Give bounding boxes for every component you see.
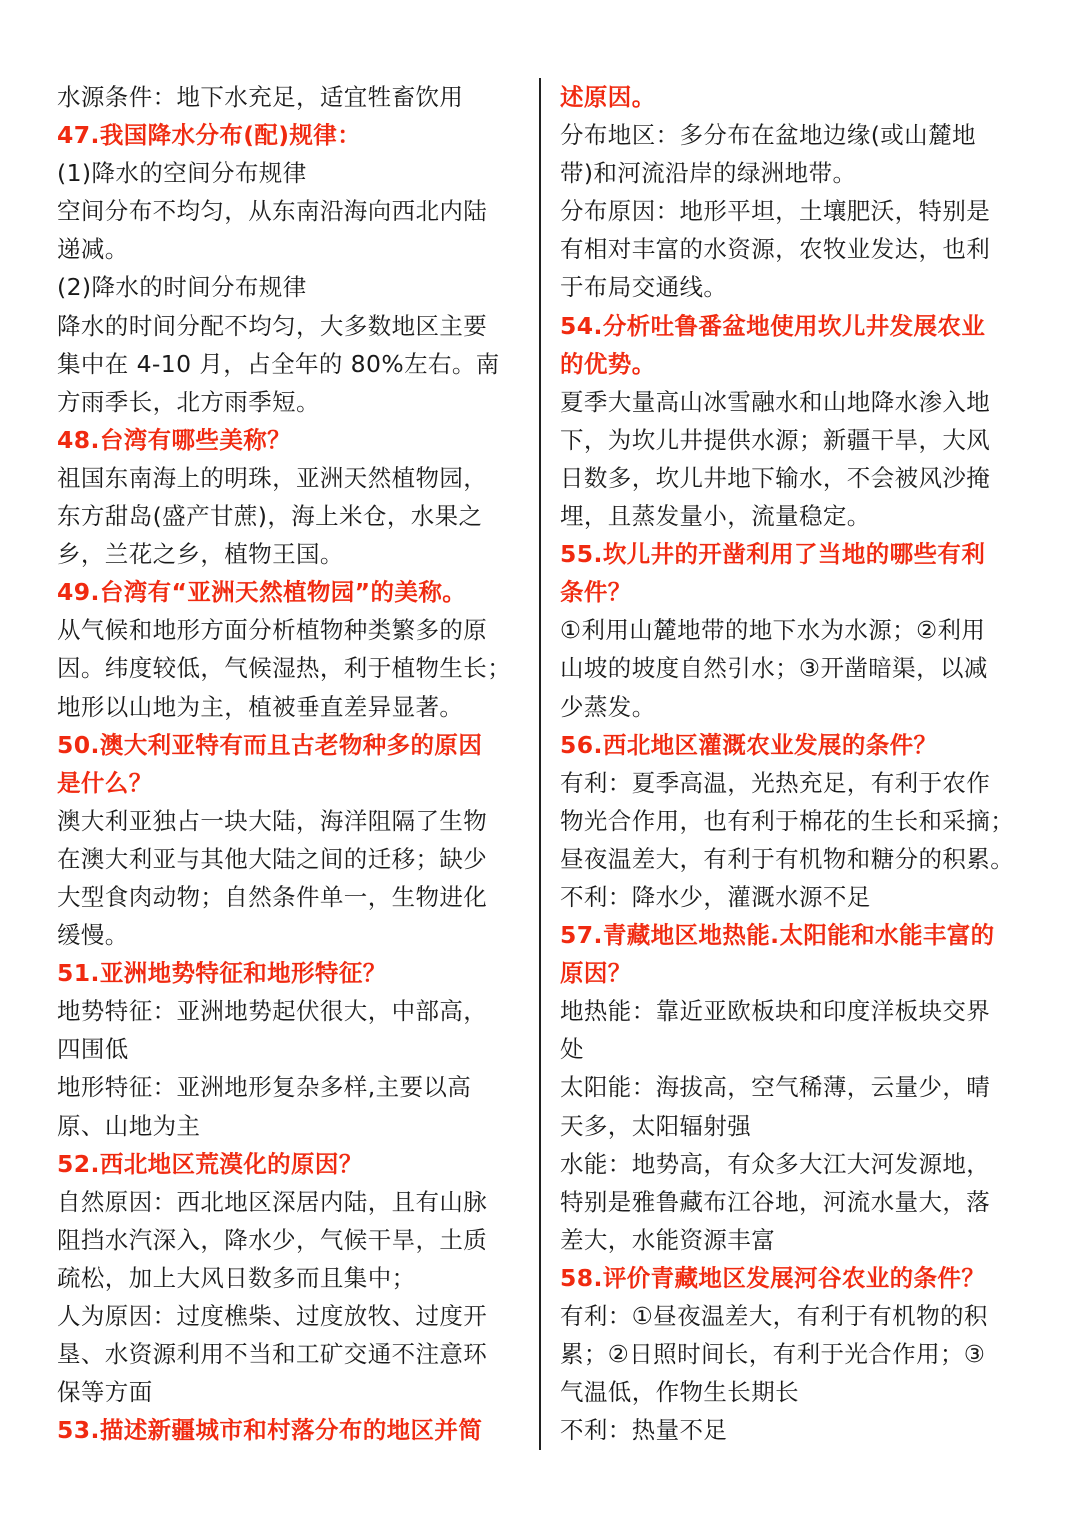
question-heading-line: 原因？ <box>560 959 632 988</box>
answer-text-line: 埋，且蒸发量小，流量稳定。 <box>560 502 871 531</box>
answer-text-line: 水源条件：地下水充足，适宜牲畜饮用 <box>57 83 464 111</box>
answer-text-line: 疏松，加上大风日数多而且集中； <box>57 1263 416 1292</box>
question-heading-line: 条件？ <box>560 578 632 607</box>
question-heading-line: 的优势。 <box>560 349 656 378</box>
question-heading-line: 47.我国降水分布(配)规律： <box>57 121 362 150</box>
answer-text-line: 乡，兰花之乡，植物王国。 <box>57 540 344 569</box>
answer-text-line: 特别是雅鲁藏布江谷地，河流水量大，落 <box>560 1187 991 1216</box>
question-heading-line: 58.评价青藏地区发展河谷农业的条件？ <box>560 1263 986 1292</box>
answer-text-line: 祖国东南海上的明珠，亚洲天然植物园， <box>57 463 488 492</box>
answer-text-line: 少蒸发。 <box>560 692 656 721</box>
question-heading-line: 55.坎儿井的开凿利用了当地的哪些有利 <box>560 540 986 569</box>
left-column <box>57 78 532 1449</box>
answer-text-line: 物光合作用，也有利于棉花的生长和采摘； <box>560 806 1015 835</box>
question-heading-line: 是什么？ <box>57 768 153 797</box>
answer-text-line: 不利：降水少，灌溉水源不足 <box>560 882 871 911</box>
question-heading-line: 57.青藏地区地热能.太阳能和水能丰富的 <box>560 921 995 950</box>
answer-text-line: 处 <box>560 1035 584 1064</box>
answer-text-line: 阻挡水汽深入，降水少，气候干旱，土质 <box>57 1225 488 1254</box>
answer-text-line: 缓慢。 <box>57 921 129 950</box>
answer-text-line: 分布地区：多分布在盆地边缘(或山麓地 <box>560 121 976 150</box>
answer-text-line: 太阳能：海拔高，空气稀薄，云量少，晴 <box>560 1073 991 1102</box>
answer-text-line: 有利：夏季高温，光热充足，有利于农作 <box>560 768 991 797</box>
answer-text-line: 天多，太阳辐射强 <box>560 1111 752 1140</box>
answer-text-line: 山坡的坡度自然引水；③开凿暗渠，以减 <box>560 654 988 683</box>
answer-text-line: 四围低 <box>57 1035 129 1064</box>
question-heading-line: 53.描述新疆城市和村落分布的地区并简 <box>57 1416 483 1445</box>
answer-text-line: 差大，水能资源丰富 <box>560 1225 776 1254</box>
answer-text-line: 降水的时间分配不均匀，大多数地区主要 <box>57 311 488 340</box>
answer-text-line: 地势特征：亚洲地势起伏很大，中部高， <box>57 997 488 1026</box>
answer-text-line: 原、山地为主 <box>57 1111 201 1140</box>
answer-text-line: 空间分布不均匀，从东南沿海向西北内陆 <box>57 197 488 226</box>
question-heading-line: 56.西北地区灌溉农业发展的条件？ <box>560 730 938 759</box>
answer-text-line: 带)和河流沿岸的绿洲地带。 <box>560 159 857 188</box>
answer-text-line: 地形特征：亚洲地形复杂多样,主要以高 <box>57 1073 472 1102</box>
answer-text-line: 在澳大利亚与其他大陆之间的迁移；缺少 <box>57 844 488 873</box>
answer-text-line: 自然原因：西北地区深居内陆，且有山脉 <box>57 1187 488 1216</box>
answer-text-line: 有利：①昼夜温差大，有利于有机物的积 <box>560 1302 988 1330</box>
answer-text-line: 人为原因：过度樵柴、过度放牧、过度开 <box>57 1302 488 1330</box>
answer-text-line: 澳大利亚独占一块大陆，海洋阻隔了生物 <box>57 806 488 835</box>
answer-text-line: (2)降水的时间分布规律 <box>57 273 307 302</box>
answer-text-line: 累；②日照时间长，有利于光合作用；③ <box>560 1340 986 1369</box>
right-column <box>560 78 1035 1449</box>
answer-text-line: 不利：热量不足 <box>560 1416 728 1445</box>
answer-text-line: 保等方面 <box>57 1378 153 1407</box>
question-heading-line: 52.西北地区荒漠化的原因？ <box>57 1149 363 1178</box>
answer-text-line: 大型食肉动物；自然条件单一，生物进化 <box>57 882 488 911</box>
question-heading-line: 述原因。 <box>560 83 656 111</box>
answer-text-line: 方雨季长，北方雨季短。 <box>57 387 320 416</box>
answer-text-line: 从气候和地形方面分析植物种类繁多的原 <box>57 616 488 645</box>
answer-text-line: 气温低，作物生长期长 <box>560 1378 799 1407</box>
answer-text-line: ①利用山麓地带的地下水为水源；②利用 <box>560 616 986 645</box>
answer-text-line: 日数多，坎儿井地下输水，不会被风沙掩 <box>560 463 991 492</box>
answer-text-line: 于布局交通线。 <box>560 273 728 302</box>
answer-text-line: 垦、水资源利用不当和工矿交通不注意环 <box>57 1340 488 1369</box>
answer-text-line: 下，为坎儿井提供水源；新疆干旱，大风 <box>560 425 991 454</box>
question-heading-line: 51.亚洲地势特征和地形特征？ <box>57 959 387 988</box>
question-heading-line: 50.澳大利亚特有而且古老物种多的原因 <box>57 730 483 759</box>
question-heading-line: 54.分析吐鲁番盆地使用坎儿井发展农业 <box>560 311 986 340</box>
answer-text-line: 递减。 <box>57 235 129 264</box>
question-heading-line: 49.台湾有“亚洲天然植物园”的美称。 <box>57 578 467 607</box>
answer-text-line: 水能：地势高，有众多大江大河发源地， <box>560 1149 991 1178</box>
answer-text-line: (1)降水的空间分布规律 <box>57 159 307 188</box>
answer-text-line: 因。纬度较低，气候湿热，利于植物生长； <box>57 654 512 683</box>
answer-text-line: 东方甜岛(盛产甘蔗)，海上米仓，水果之 <box>57 502 483 531</box>
answer-text-line: 有相对丰富的水资源，农牧业发达，也利 <box>560 235 991 264</box>
answer-text-line: 地形以山地为主，植被垂直差异显著。 <box>57 692 464 721</box>
answer-text-line: 分布原因：地形平坦，土壤肥沃，特别是 <box>560 197 991 226</box>
answer-text-line: 昼夜温差大，有利于有机物和糖分的积累。 <box>560 844 1015 873</box>
column-divider <box>539 78 541 1450</box>
question-heading-line: 48.台湾有哪些美称？ <box>57 425 292 454</box>
answer-text-line: 集中在 4-10 月，占全年的 80%左右。南 <box>57 349 500 378</box>
answer-text-line: 夏季大量高山冰雪融水和山地降水渗入地 <box>560 387 991 416</box>
answer-text-line: 地热能：靠近亚欧板块和印度洋板块交界 <box>560 997 991 1026</box>
